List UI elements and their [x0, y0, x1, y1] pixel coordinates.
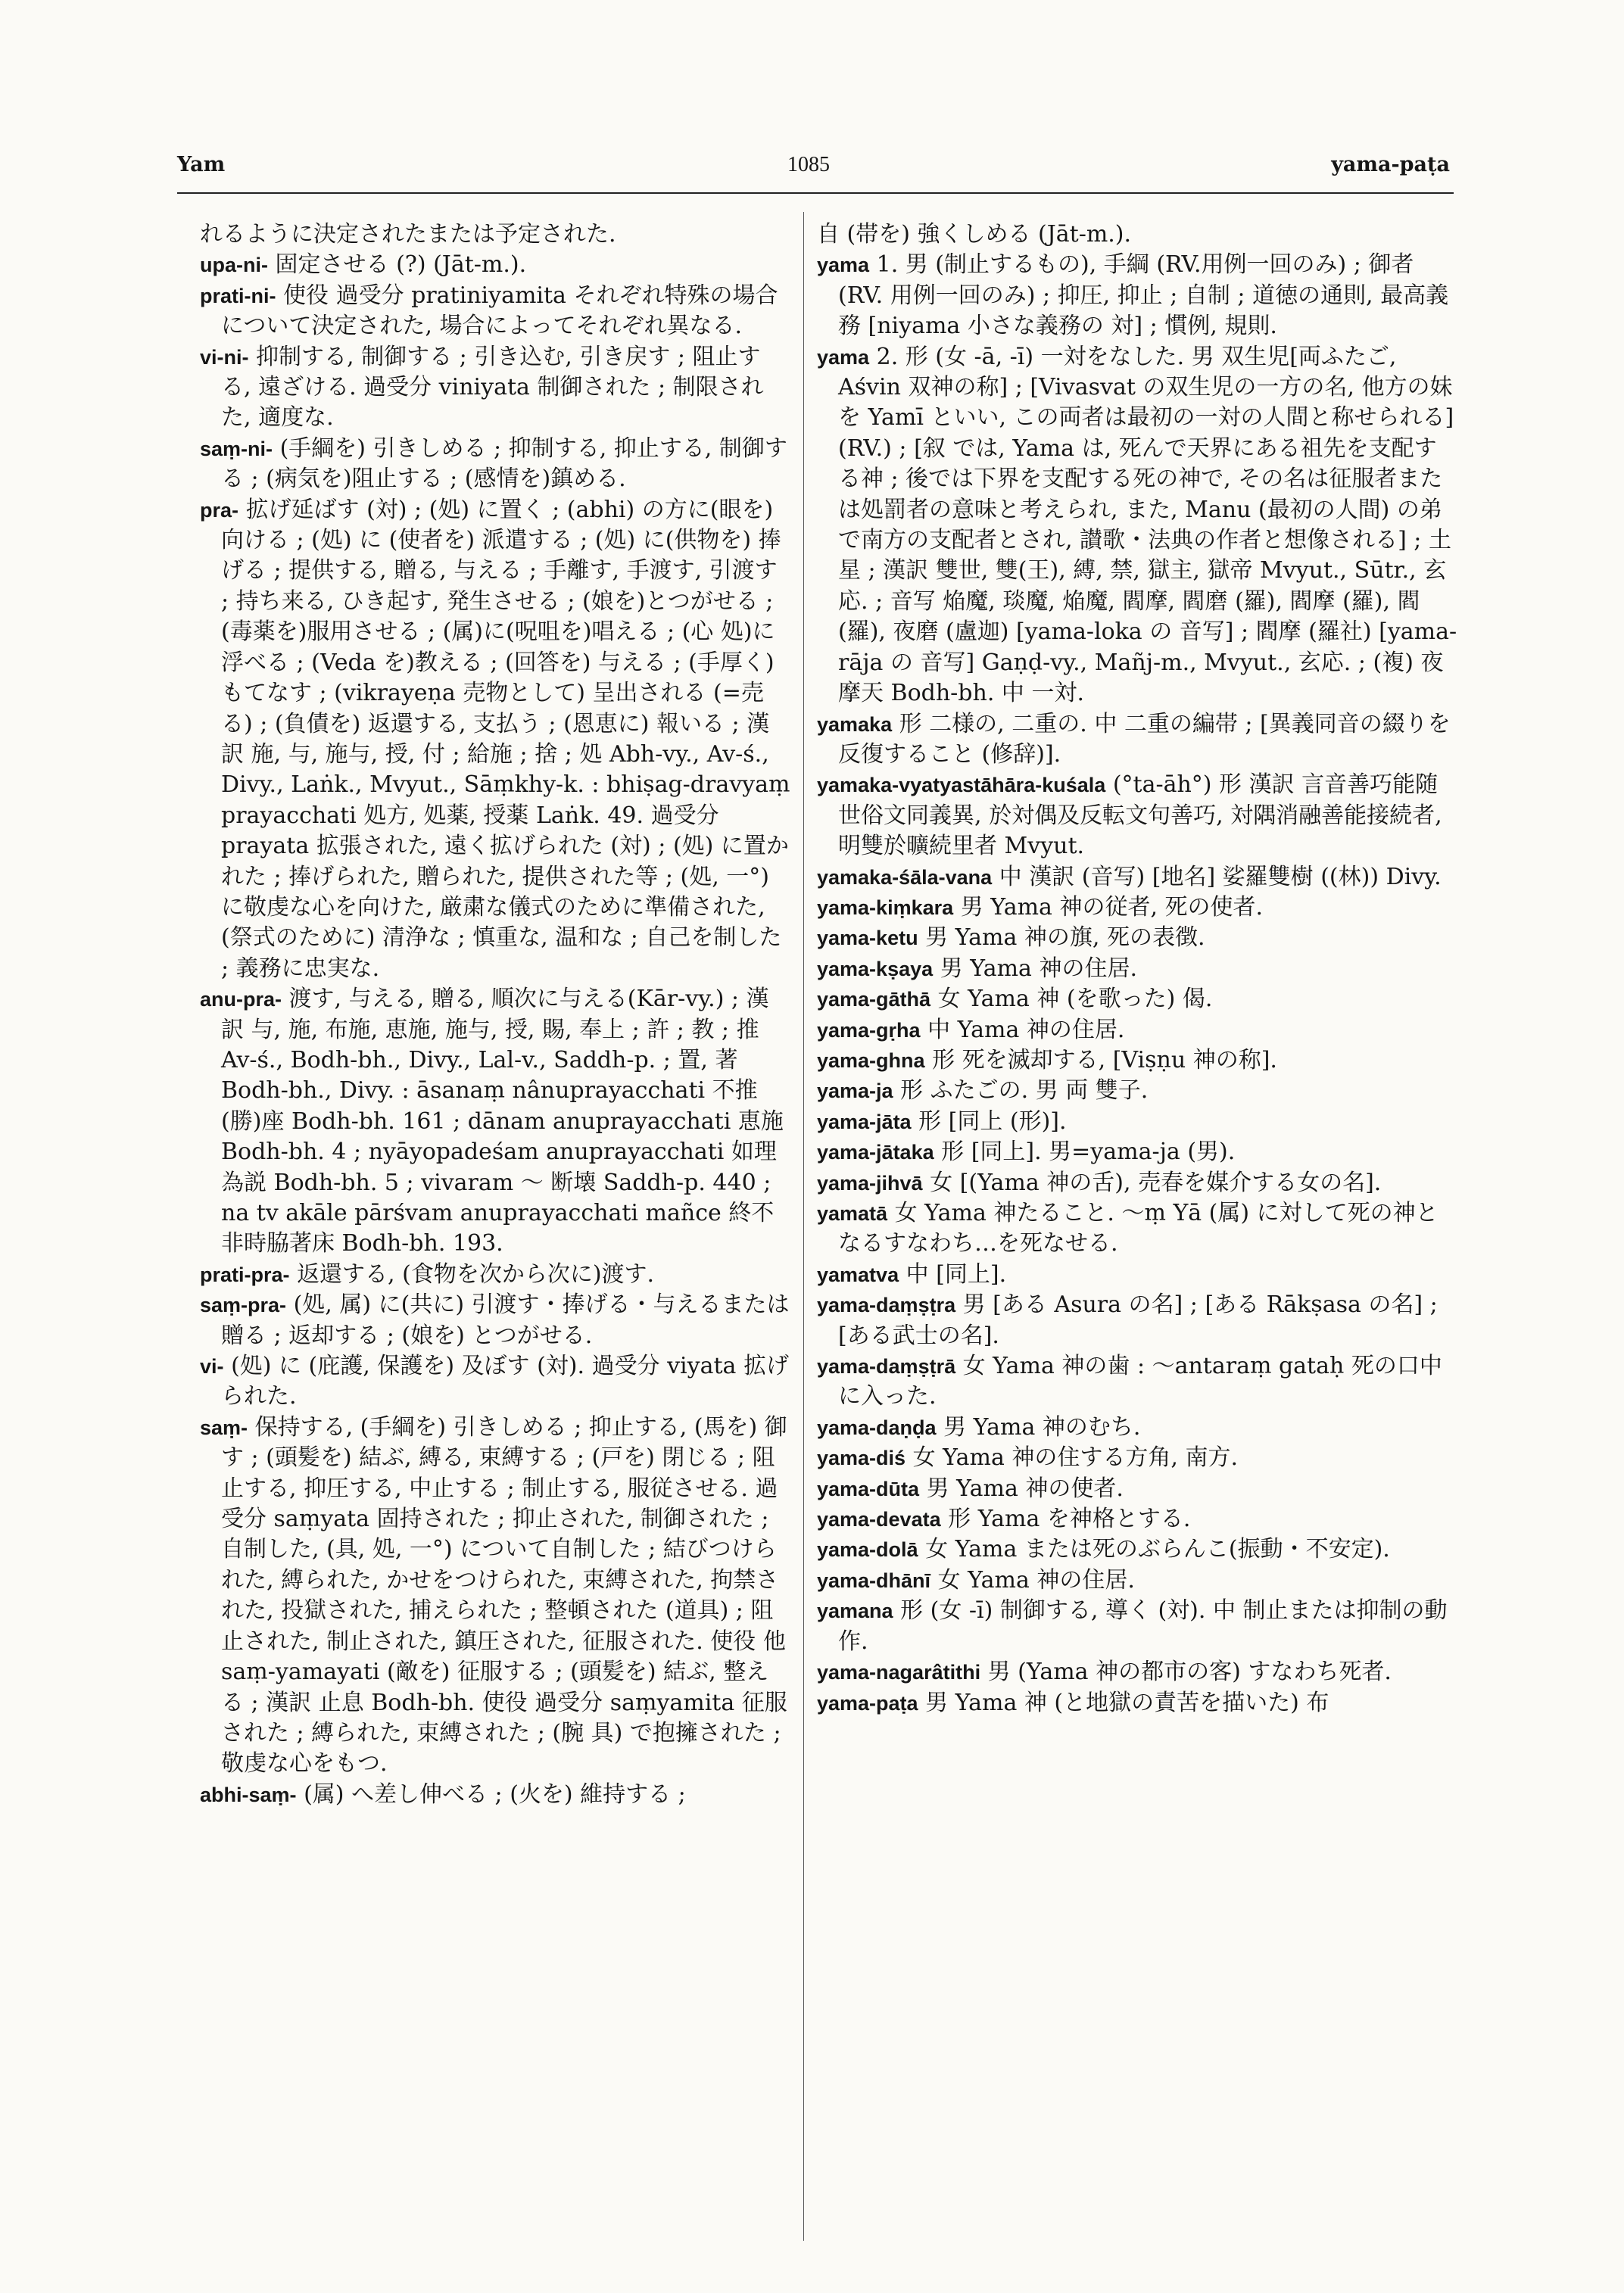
dictionary-entry — [817, 1443, 1457, 1473]
dictionary-entry — [200, 434, 790, 495]
definition: (処, 属) に(共に) 引渡す・捧げる・与えるまたは贈る ; 返却する ; (娘を) とつがせる. — [221, 1291, 790, 1349]
dictionary-entry — [200, 1351, 790, 1413]
definition: 男 Yama 神 (と地獄の責苦を描いた) 布 — [925, 1689, 1329, 1716]
left-column — [200, 220, 790, 1810]
definition: 形 [同上 (形)]. — [918, 1108, 1067, 1135]
definition: 男 Yama 神の従者, 死の使者. — [960, 893, 1264, 921]
dictionary-entry — [817, 1657, 1457, 1687]
dictionary-entry — [817, 1351, 1457, 1413]
definition: 自 (帯を) 強くしめる (Jāt-m.). — [817, 221, 1132, 248]
definition: 使役 過受分 pratiniyamita それぞれ特殊の場合について決定された, 場合によってそれぞれ異なる. — [221, 282, 778, 340]
definition: (°ta-āh°) 形 漢訳 言音善巧能随世俗文同義異, 於対偶及反転文句善巧, 対隅消融善能接続者, 明雙於曠続里者 Mvyut. — [838, 771, 1442, 860]
dictionary-entry — [817, 862, 1457, 893]
headword: yama-dhānī — [817, 1569, 931, 1592]
definition: 男 Yama 神の住居. — [940, 955, 1137, 982]
dictionary-entry — [817, 1168, 1457, 1198]
headword: saṃ- — [200, 1416, 248, 1439]
dictionary-entry — [817, 1045, 1457, 1076]
definition: 女 Yama 神たること. ～ṃ Yā (属) に対して死の神となるすなわち…を死なせる. — [838, 1200, 1439, 1257]
dictionary-entry — [200, 342, 790, 434]
dictionary-entry — [817, 1566, 1457, 1596]
dictionary-entry — [817, 1596, 1457, 1657]
headword: yamatā — [817, 1202, 888, 1225]
headword: yama-gāthā — [817, 988, 931, 1011]
definition: 女 Yama 神の住居. — [937, 1566, 1135, 1594]
definition: 男 Yama 神の旗, 死の表徴. — [925, 924, 1205, 952]
dictionary-entry — [817, 1290, 1457, 1351]
dictionary-entry — [200, 1780, 790, 1810]
headword: yama-kṣaya — [817, 957, 934, 980]
running-head-right: yama-paṭa — [1331, 153, 1450, 176]
headword: yama-devata — [817, 1508, 941, 1531]
headword: yama-diś — [817, 1447, 906, 1470]
definition: 中 Yama 神の住居. — [927, 1016, 1125, 1043]
dictionary-entry — [817, 1504, 1457, 1534]
dictionary-entry — [817, 709, 1457, 771]
headword: saṃ-pra- — [200, 1294, 287, 1317]
definition: 中 [同上]. — [906, 1260, 1007, 1288]
headword: upa-ni- — [200, 254, 268, 277]
headword: yama-dolā — [817, 1538, 918, 1562]
dictionary-entry — [817, 984, 1457, 1014]
dictionary-entry — [817, 1076, 1457, 1106]
header-rule — [177, 192, 1454, 194]
dictionary-entry — [817, 954, 1457, 984]
dictionary-entry — [817, 1015, 1457, 1045]
dictionary-entry — [200, 220, 790, 250]
definition: 女 Yama 神の住する方角, 南方. — [912, 1444, 1238, 1472]
headword: yama — [817, 254, 870, 277]
definition: 形 死を滅却する, [Viṣṇu 神の称]. — [932, 1046, 1277, 1073]
headword: yamatva — [817, 1263, 899, 1286]
column-divider — [803, 212, 804, 2241]
page-number: 1085 — [787, 153, 830, 176]
headword: pra- — [200, 498, 239, 522]
definition: 男 Yama 神のむち. — [943, 1413, 1141, 1441]
headword: yama-ja — [817, 1080, 893, 1103]
right-column — [817, 220, 1457, 1718]
headword: abhi-saṃ- — [200, 1783, 297, 1806]
dictionary-entry — [200, 495, 790, 985]
definition: 抑制する, 制御する ; 引き込む, 引き戻す ; 阻止する, 遠ざける. 過受分 viniyata 制御された ; 制限された, 適度な. — [221, 343, 764, 431]
dictionary-entry — [200, 1290, 790, 1351]
definition: 形 (女 -ī) 制御する, 導く (対). 中 制止または抑制の動作. — [838, 1597, 1448, 1655]
dictionary-entry — [817, 250, 1457, 341]
dictionary-entry — [817, 1107, 1457, 1137]
definition: 保持する, (手綱を) 引きしめる ; 抑止する, (馬を) 御す ; (頭髪を) 結ぶ, 縛る, 束縛する ; (戸を) 閉じる ; 阻止する, 抑圧する, 中止する ; 制止する, 服従させる. 過受分 saṃyata 固持された ; 抑止された, 制御された ; 自制した, (具, 処, 一°) について自制した ; 結びつけられた, 縛られた, かせをつけられた, 束縛された, 拘禁された, 投獄された, 捕えられた ; 整頓された (道具) ; 阻止された, 制止された, 鎮圧された, 征服された. 使役 他 saṃ-yamayati (敵を) 征服する ; (頭髪を) 結ぶ, 整える ; 漢訳 止息 Bodh-bh. 使役 過受分 saṃyamita 征服された ; 縛られた, 束縛された ; (腕 具) で抱擁された ; 敬虔な心をもつ. — [221, 1413, 787, 1777]
definition: (処) に (庇護, 保護を) 及ぼす (対). 過受分 viyata 拡げられた. — [221, 1353, 789, 1410]
headword: yama-jihvā — [817, 1171, 923, 1195]
dictionary-entry — [200, 1413, 790, 1780]
headword: yama-gṛha — [817, 1018, 921, 1042]
definition: 返還する, (食物を次から次に)渡す. — [297, 1260, 655, 1288]
headword: yamana — [817, 1600, 893, 1623]
definition: 拡げ延ばす (対) ; (処) に置く ; (abhi) の方に(眼を) 向ける ; (処) に (使者を) 派遣する ; (処) に(供物を) 捧げる ; 提供する, 贈る, 与える ; 手離す, 手渡す, 引渡す ; 持ち来る, ひき起す, 発生させる ; (娘を)とつがせる ; (毒薬を)服用させる ; (属)に(呪咀を)唱える ; (心 処)に浮べる ; (Veda を)教える ; (回答を) 与える ; (手厚く) もてなす ; (vikrayeṇa 売物として) 呈出される (=売る) ; (負債を) 返還する, 支払う ; (恩恵に) 報いる ; 漢訳 施, 与, 施与, 授, 付 ; 給施 ; 捨 ; 処 Abh-vy., Av-ś., Divy., Laṅk., Mvyut., Sāṃkhy-k. : bhiṣag-dravyaṃ prayacchati 処方, 処薬, 授薬 Laṅk. 49. 過受分 prayata 拡張された, 遠く拡げられた (対) ; (処) に置かれた ; 捧げられた, 贈られた, 提供された等 ; (処, 一°) に敬虔な心を向けた, 厳粛な儀式のために準備された, (祭式のために) 清浄な ; 慎重な, 温和な ; 自己を制した ; 義務に忠実な. — [221, 496, 790, 982]
dictionary-entry — [200, 984, 790, 1260]
dictionary-entry — [817, 1137, 1457, 1167]
dictionary-entry — [200, 281, 790, 342]
definition: 形 Yama を神格とする. — [948, 1506, 1191, 1533]
definition: 2. 形 (女 -ā, -ī) 一対をなした. 男 双生児[両ふたご, Aśvin 双神の称] ; [Vivasvat の双生児の一方の名, 他方の妹を Yamī といい, この両者は最初の一対の人間と称せられる] (RV.) ; [叙 では, Yama は, 死んで天界にある祖先を支配する神 ; 後では下界を支配する死の神で, その名は征服者または処罰者の意味と考えられ, また, Manu (最初の人間) の弟で南方の支配者とされ, 讃歌・法典の作者と想像される] ; 土星 ; 漢訳 雙世, 雙(王), 縛, 禁, 獄主, 獄帝 Mvyut., Sūtr., 玄応. ; 音写 焔魔, 琰魔, 焔魔, 閻摩, 閻磨 (羅), 閻摩 (羅), 閻(羅), 夜磨 (盧迦) [yama-loka の 音写] ; 閻摩 (羅社) [yama-rāja の 音写] Gaṇḍ-vy., Mañj-m., Mvyut., 玄応. ; (複) 夜摩天 Bodh-bh. 中 一対. — [838, 343, 1457, 707]
definition: 形 二様の, 二重の. 中 二重の編帯 ; [異義同音の綴りを反復すること (修辞)]. — [838, 710, 1451, 768]
definition: れるように決定されたまたは予定された. — [200, 221, 616, 248]
headword: yama-ketu — [817, 927, 918, 950]
headword: yama-ghna — [817, 1048, 925, 1072]
headword: prati-pra- — [200, 1263, 290, 1286]
definition: (手綱を) 引きしめる ; 抑制する, 抑止する, 制御する ; (病気を)阻止する ; (感情を)鎮める. — [221, 435, 787, 493]
dictionary-entry — [817, 1260, 1457, 1290]
headword: yamaka-vyatyastāhāra-kuśala — [817, 774, 1106, 797]
headword: yama-daṇḍa — [817, 1416, 937, 1439]
headword: yama-dūta — [817, 1477, 920, 1500]
dictionary-entry — [817, 1413, 1457, 1443]
headword: prati-ni- — [200, 284, 276, 307]
dictionary-entry — [817, 1688, 1457, 1718]
definition: 渡す, 与える, 贈る, 順次に与える(Kār-vy.) ; 漢訳 与, 施, 布施, 恵施, 施与, 授, 賜, 奉上 ; 許 ; 教 ; 推 Av-ś., Bodh-bh., Divy., Lal-v., Saddh-p. ; 置, 著 Bodh-bh., Divy. : āsanaṃ nânuprayacchati 不推(勝)座 Bodh-bh. 161 ; dānam anuprayacchati 恵施 Bodh-bh. 4 ; nyāyopadeśam anuprayacchati 如理為説 Bodh-bh. 5 ; vivaram ～ 断壊 Saddh-p. 440 ; na tv akāle pārśvam anuprayacchati mañce 終不非時脇著床 Bodh-bh. 193. — [221, 986, 784, 1257]
headword: yama-jāta — [817, 1110, 912, 1133]
dictionary-entry — [200, 1260, 790, 1290]
headword: yama-paṭa — [817, 1691, 918, 1715]
definition: 形 ふたごの. 男 両 雙子. — [900, 1077, 1149, 1104]
dictionary-entry — [817, 342, 1457, 709]
definition: 男 [ある Asura の名] ; [ある Rākṣasa の名] ; [ある武士の名]. — [838, 1291, 1438, 1349]
headword: yama-daṃṣṭra — [817, 1294, 956, 1317]
dictionary-entry — [817, 923, 1457, 953]
definition: 男 Yama 神の使者. — [926, 1475, 1124, 1502]
definition: 女 [(Yama 神の舌), 売春を媒介する女の名]. — [930, 1169, 1382, 1196]
dictionary-entry — [200, 250, 790, 280]
dictionary-entry — [817, 1474, 1457, 1504]
definition: 中 漢訳 (音写) [地名] 娑羅雙樹 ((林)) Divy. — [999, 863, 1442, 890]
dictionary-entry — [817, 220, 1457, 250]
definition: 形 [同上]. 男=yama-ja (男). — [941, 1139, 1236, 1166]
definition: 1. 男 (制止するもの), 手綱 (RV.用例一回のみ) ; 御者 (RV. 用例一回のみ) ; 抑圧, 抑止 ; 自制 ; 道徳の通則, 最高義務 [niyama 小さな義務の 対] ; 慣例, 規則. — [838, 251, 1449, 340]
headword: yama-jātaka — [817, 1141, 934, 1164]
headword: yama-kiṃkara — [817, 896, 954, 919]
headword: yamaka — [817, 712, 893, 736]
definition: 男 (Yama 神の都市の客) すなわち死者. — [987, 1659, 1392, 1686]
definition: 女 Yama または死のぶらんこ(振動・不安定). — [925, 1536, 1390, 1563]
headword: yama-daṃṣṭrā — [817, 1355, 956, 1379]
headword: yama — [817, 345, 870, 369]
definition: 固定させる (?) (Jāt-m.). — [275, 251, 527, 279]
dictionary-entry — [817, 893, 1457, 923]
definition: 女 Yama 神 (を歌った) 偈. — [937, 986, 1213, 1013]
headword: anu-pra- — [200, 988, 282, 1011]
dictionary-entry — [817, 1534, 1457, 1565]
running-head-left: Yam — [177, 153, 226, 176]
headword: yama-nagarâtithi — [817, 1661, 981, 1684]
headword: saṃ-ni- — [200, 437, 273, 460]
headword: yamaka-śāla-vana — [817, 865, 993, 889]
headword: vi-ni- — [200, 345, 249, 369]
dictionary-entry — [817, 770, 1457, 861]
definition: 女 Yama 神の歯 : ～antaraṃ gataḥ 死の口中に入った. — [838, 1353, 1442, 1410]
dictionary-entry — [817, 1198, 1457, 1260]
headword: vi- — [200, 1355, 224, 1379]
definition: (属) へ差し伸べる ; (火を) 維持する ; — [304, 1781, 686, 1808]
